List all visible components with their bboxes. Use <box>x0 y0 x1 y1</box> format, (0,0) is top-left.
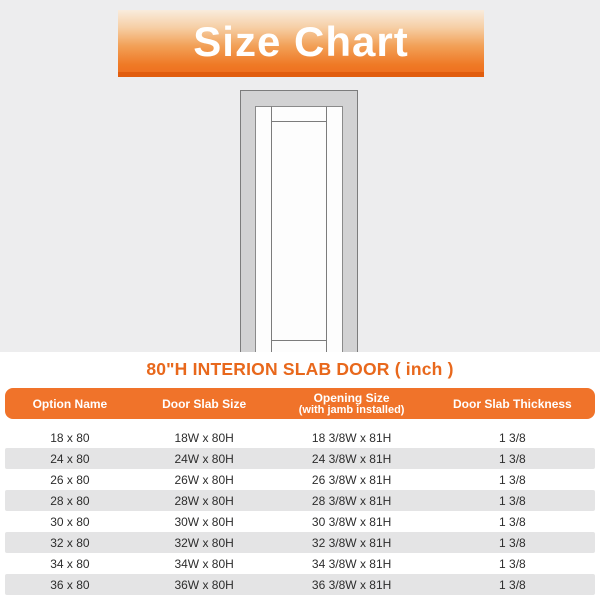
table-cell: 24 3/8W x 81H <box>311 451 392 466</box>
column-header-door-slab-size: Door Slab Size <box>162 396 247 411</box>
table-row <box>5 448 595 469</box>
table-cell: 1 3/8 <box>499 493 526 508</box>
table-cell: 30W x 80H <box>174 514 234 529</box>
table-cell: 36W x 80H <box>174 577 234 592</box>
column-header-opening-size <box>273 392 429 416</box>
table-cell: 1 3/8 <box>499 472 526 487</box>
table-cell: 30 x 80 <box>50 514 90 529</box>
table-cell: 1 3/8 <box>499 430 526 445</box>
table-section <box>0 352 600 600</box>
table-cell: 30 3/8W x 81H <box>311 514 392 529</box>
table-row <box>5 469 595 490</box>
table-cell: 26 3/8W x 81H <box>311 472 392 487</box>
table-cell: 36 x 80 <box>50 577 90 592</box>
table-cell: 1 3/8 <box>499 577 526 592</box>
table-row <box>5 532 595 553</box>
column-header-option-name: Option Name <box>32 396 108 411</box>
table-cell: 36 3/8W x 81H <box>311 577 392 592</box>
table-row <box>5 574 595 595</box>
table-header-row <box>5 388 595 419</box>
table-row <box>5 553 595 574</box>
table-cell: 32 x 80 <box>50 535 90 550</box>
table-cell: 18W x 80H <box>174 430 234 445</box>
table-cell: 28W x 80H <box>174 493 234 508</box>
table-cell: 28 x 80 <box>50 493 90 508</box>
size-table <box>5 388 595 595</box>
table-cell: 32W x 80H <box>174 535 234 550</box>
table-cell: 1 3/8 <box>499 451 526 466</box>
table-cell: 28 3/8W x 81H <box>311 493 392 508</box>
banner-title: Size Chart <box>193 18 409 65</box>
table-cell: 32 3/8W x 81H <box>311 535 392 550</box>
opening-size-sublabel: (with jamb installed) <box>298 403 405 416</box>
table-body <box>5 427 595 595</box>
door-diagram-icon <box>240 90 358 357</box>
table-cell: 1 3/8 <box>499 514 526 529</box>
table-cell: 34 x 80 <box>50 556 90 571</box>
section-title: 80"H INTERION SLAB DOOR ( inch ) <box>146 359 454 379</box>
size-chart-banner <box>118 10 484 77</box>
table-cell: 18 3/8W x 81H <box>311 430 392 445</box>
table-row <box>5 427 595 448</box>
opening-size-label: Opening Size <box>313 390 390 405</box>
table-cell: 26 x 80 <box>50 472 90 487</box>
table-cell: 34 3/8W x 81H <box>311 556 392 571</box>
table-cell: 34W x 80H <box>174 556 234 571</box>
table-cell: 24W x 80H <box>174 451 234 466</box>
table-row <box>5 490 595 511</box>
column-header-door-slab-thickness: Door Slab Thickness <box>453 396 572 411</box>
table-row <box>5 511 595 532</box>
table-cell: 24 x 80 <box>50 451 90 466</box>
table-cell: 26W x 80H <box>174 472 234 487</box>
table-cell: 18 x 80 <box>50 430 90 445</box>
table-cell: 1 3/8 <box>499 556 526 571</box>
table-cell: 1 3/8 <box>499 535 526 550</box>
